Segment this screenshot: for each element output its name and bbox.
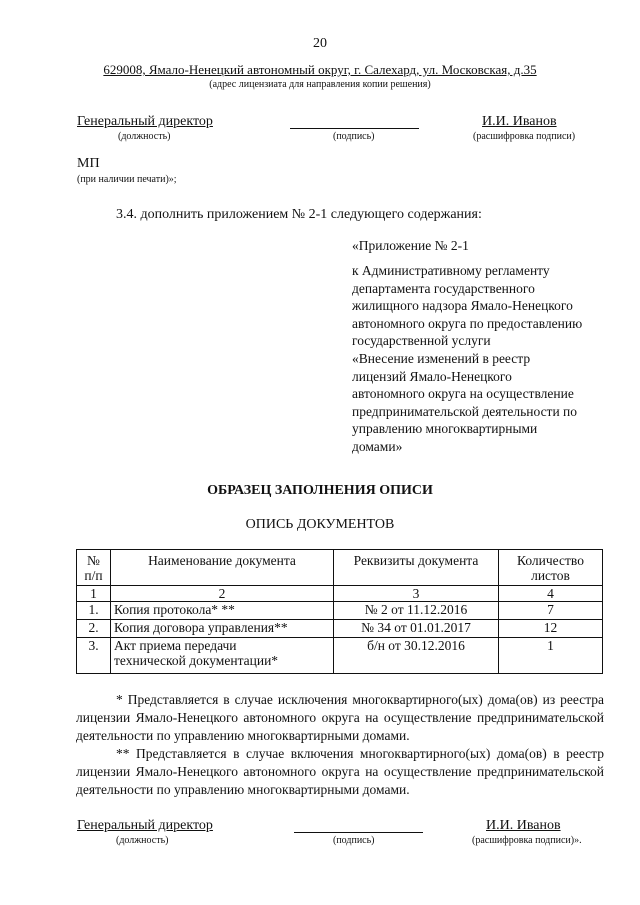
table-row bbox=[77, 602, 603, 620]
signer-position: Генеральный директор bbox=[77, 114, 213, 129]
appendix-line: жилищного надзора Ямало-Ненецкого bbox=[352, 298, 573, 314]
appendix-line: управлению многоквартирными bbox=[352, 421, 538, 437]
table-index-row bbox=[77, 586, 603, 602]
table-cell-details: № 2 от 11.12.2016 bbox=[334, 602, 499, 620]
table-cell-num: 1. bbox=[77, 602, 111, 620]
table-cell-name-line1: Акт приема передачи bbox=[114, 638, 237, 653]
stamp-label: МП bbox=[77, 156, 100, 171]
table-cell-details: № 34 от 01.01.2017 bbox=[334, 620, 499, 638]
table-cell: 3 bbox=[334, 586, 499, 602]
signature-caption: (подпись) bbox=[333, 131, 375, 142]
appendix-line: к Административному регламенту bbox=[352, 263, 550, 278]
table-cell-details: б/н от 30.12.2016 bbox=[334, 638, 499, 674]
header-num-line2: п/п bbox=[84, 568, 103, 583]
header-num bbox=[77, 550, 111, 586]
header-details-text: Реквизиты документа bbox=[353, 553, 479, 568]
page-number: 20 bbox=[313, 36, 327, 51]
footnote-single-star: * Представляется в случае исключения многоквартирного(ых) дома(ов) из реестра лицензии Ямало-Ненецкого автономного округа на осуществление предпринимательской деятельности по управлению многоквартирными домами. bbox=[76, 692, 604, 743]
header-name bbox=[111, 550, 334, 586]
appendix-line: автономного округа по предоставлению bbox=[352, 315, 583, 331]
footnote-double-star: ** Представляется в случае включения многоквартирного(ых) дома(ов) в реестр лицензии Ямало-Ненецкого автономного округа на осуществление предпринимательской деятельности по управлению многоквартирными домами. bbox=[76, 746, 604, 797]
signature-line-bottom bbox=[294, 832, 423, 833]
table-cell-qty: 7 bbox=[499, 602, 603, 620]
header-qty-line2: листов bbox=[531, 568, 570, 583]
header-qty bbox=[499, 550, 603, 586]
inventory-table bbox=[76, 549, 603, 674]
appendix-line: лицензий Ямало-Ненецкого bbox=[352, 368, 512, 384]
appendix-line: департамента государственного bbox=[352, 280, 535, 296]
clause-text: 3.4. дополнить приложением № 2-1 следующего содержания: bbox=[116, 207, 482, 222]
position-caption: (должность) bbox=[118, 131, 171, 142]
name-caption: (расшифровка подписи) bbox=[473, 131, 576, 142]
table-cell: 4 bbox=[499, 586, 603, 602]
position-caption-bottom: (должность) bbox=[116, 835, 169, 846]
table-cell-qty: 1 bbox=[499, 638, 603, 674]
table-cell-name: Копия протокола* ** bbox=[111, 602, 334, 620]
licensee-address: 629008, Ямало-Ненецкий автономный округ, г. Салехард, ул. Московская, д.35 bbox=[103, 62, 537, 77]
signature-line bbox=[290, 128, 419, 129]
footnotes bbox=[76, 691, 604, 799]
signer-position-bottom: Генеральный директор bbox=[77, 818, 213, 833]
table-row bbox=[77, 620, 603, 638]
signature-caption-bottom: (подпись) bbox=[333, 835, 375, 846]
header-name-text: Наименование документа bbox=[148, 553, 296, 568]
table-cell-name-line2: технической документации* bbox=[114, 653, 279, 668]
appendix-line: домами» bbox=[352, 438, 403, 454]
appendix-line: предпринимательской деятельности по bbox=[352, 403, 578, 419]
appendix-heading: «Приложение № 2-1 bbox=[352, 238, 469, 253]
address-caption: (адрес лицензиата для направления копии решения) bbox=[209, 79, 431, 90]
header-num-line1: № bbox=[87, 553, 100, 568]
header-details bbox=[334, 550, 499, 586]
inventory-title: ОПИСЬ ДОКУМЕНТОВ bbox=[245, 517, 395, 532]
appendix-line: «Внесение изменений в реестр bbox=[352, 350, 531, 366]
appendix-line: государственной услуги bbox=[352, 333, 491, 349]
header-qty-line1: Количество bbox=[517, 553, 584, 568]
table-cell-name: Копия договора управления** bbox=[111, 620, 334, 638]
table-cell-qty: 12 bbox=[499, 620, 603, 638]
table-header-row bbox=[77, 550, 603, 586]
table-cell-name bbox=[111, 638, 334, 674]
stamp-caption: (при наличии печати)»; bbox=[77, 174, 177, 185]
appendix-line: автономного округа на осуществление bbox=[352, 386, 574, 402]
sample-title: ОБРАЗЕЦ ЗАПОЛНЕНИЯ ОПИСИ bbox=[207, 483, 433, 498]
table-cell: 2 bbox=[111, 586, 334, 602]
table-cell-num: 2. bbox=[77, 620, 111, 638]
table-cell-num: 3. bbox=[77, 638, 111, 674]
signer-name-bottom: И.И. Иванов bbox=[486, 818, 561, 833]
table-row bbox=[77, 638, 603, 674]
appendix-description bbox=[352, 262, 622, 456]
table-cell: 1 bbox=[77, 586, 111, 602]
signer-name: И.И. Иванов bbox=[482, 114, 557, 129]
name-caption-bottom: (расшифровка подписи)». bbox=[472, 835, 582, 846]
